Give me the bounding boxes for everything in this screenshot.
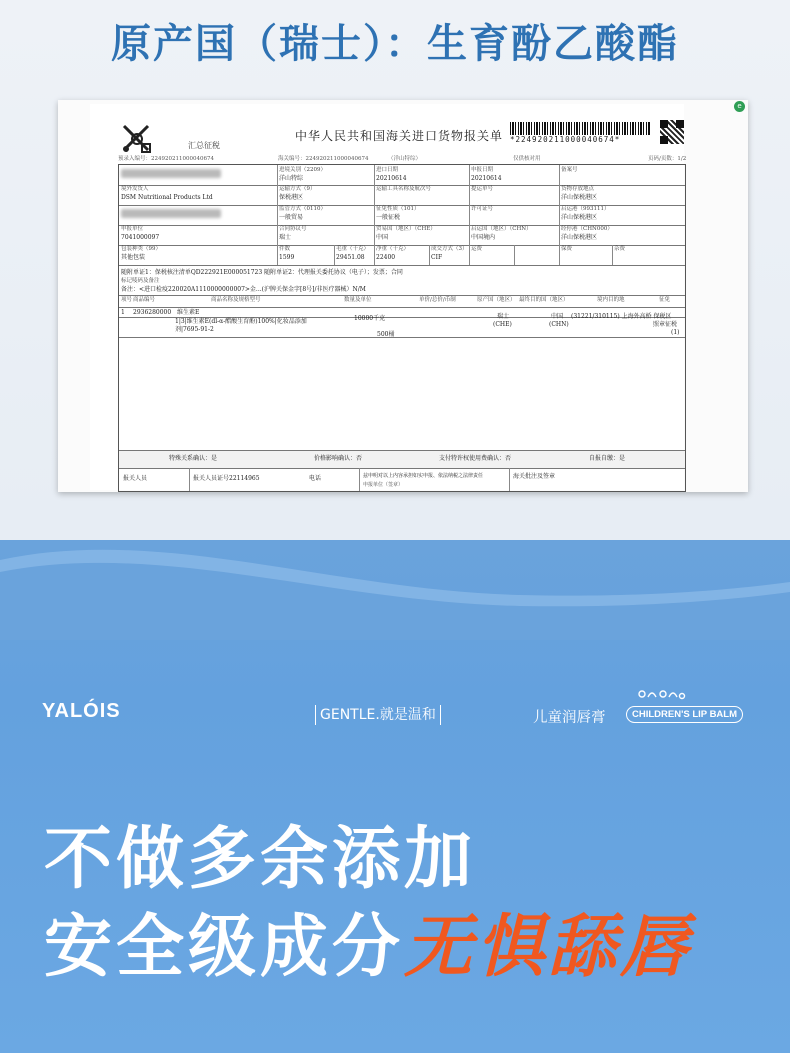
field-value-import-date: 20210614 [376,175,407,182]
declaration-grid [118,164,686,492]
field-value-declare-date: 20210614 [471,175,502,182]
goods-row-spec1: 1|3|维生素E(dl-α-醋酸生育酚)100%|化妆品添加 [175,318,307,325]
field-label-vessel: 运输工具名称及航次号 [376,186,432,192]
field-label-package: 包装种类（99） [121,246,161,252]
goods-header-exempt: 征免 [659,297,671,303]
field-value-trade-country: 中国 [376,234,389,241]
field-label-freight: 运费 [471,246,483,252]
marks-label: 标记唛码及备注 [121,278,160,284]
goods-row-code: 2936280000 [133,309,172,316]
field-value-deal-mode: CIF [431,254,443,261]
field-label-transit-port: 经停港（CHN000） [561,226,613,232]
product-name-cn: 儿童润唇膏 [533,710,606,726]
attached-documents: 随附单证1：保税核注清单QD222921E000051723 随附单证2：代理报关委托协议（电子）；发票；合同 [121,269,403,276]
field-label-record-no: 备案号 [561,167,578,173]
goods-row-origin-code: (CHE) [493,321,512,328]
sign-officer-id: 报关人员证号22114965 [193,475,260,482]
declaration-self-report: 自报自缴：是 [589,455,626,462]
goods-row-qty2: 500桶 [377,331,395,338]
field-label-origin-country: 启运国（地区）（CHN） [471,226,532,232]
slogan-line-1: 不做多余添加 [44,820,477,899]
field-label-import-date: 进口日期 [376,167,399,173]
goods-row-spec2: 剂|7695-91-2 [175,326,214,333]
field-value-origin-country: 中国境内 [471,234,496,241]
goods-header-district: 境内目的地 [597,297,625,303]
brand-logo: YALÓIS [42,700,121,722]
customs-declaration-document [90,104,687,490]
declaration-special-relation: 特殊关系确认：是 [169,455,218,462]
field-label-license: 许可证号 [471,206,494,212]
declaration-royalty: 支付特许权使用费确认：否 [439,455,512,462]
slogan-line-2-accent: 无惧舔唇 [404,908,693,987]
field-label-net-weight: 净重（千克） [376,246,410,252]
field-label-entry-office: 进境关别（2209） [279,167,326,173]
goods-row-district: (31221/310115) 上海外高桥 保税区 [571,313,672,320]
field-value-shipper: DSM Nutritional Products Ltd [121,194,213,201]
field-label-declare-date: 申报日期 [471,167,494,173]
field-label-gross-weight: 毛重（千克） [336,246,370,252]
field-label-shipper: 境外发货人 [121,186,149,192]
field-label-misc-fee: 杂费 [614,246,626,252]
page-headline: 原产国（瑞士）：生育酚乙酸酯 [111,21,679,67]
field-value-transport: 保税港区 [279,194,304,201]
edit-badge-icon[interactable]: e [734,101,745,112]
meta-office: （洋山特综） [388,156,422,162]
field-value-package: 其他包装 [121,254,146,261]
field-value-departure-port: 洋山保税港区 [561,214,598,221]
declaration-price-impact: 价格影响确认：否 [314,455,363,462]
sign-customs-remark: 海关批注及签章 [513,473,556,480]
field-value-entry-office: 洋山特综 [279,175,304,182]
goods-header-origin: 原产国（地区） [477,297,516,303]
barcode [510,122,650,135]
goods-row-no: 1 [121,309,125,316]
goods-row-qty: 10000千克 [354,315,386,322]
goods-row-name: 维生素E [177,309,200,316]
slogan-line-2 [44,893,692,990]
goods-header-qty: 数量及单位 [344,297,372,303]
meta-customs-no: 海关编号：224920211000040674 [278,156,369,162]
goods-header-code: 商品编号 [133,297,156,303]
goods-header-no: 项号 [121,297,133,303]
field-value-tax-nature: 一般征税 [376,214,401,221]
goods-row-origin: 瑞士 [497,313,510,320]
field-label-declarant: 申报单位 [121,226,144,232]
field-label-pieces: 件数 [279,246,291,252]
field-value-supervision: 一般贸易 [279,214,304,221]
field-value-storage: 洋山保税港区 [561,194,598,201]
field-label-tax-nature: 征免性质（101） [376,206,420,212]
goods-row-exempt: 照章征税 [653,321,678,328]
goods-header-name: 商品名称及规格型号 [211,297,261,303]
field-label-supervision: 监管方式（0110） [279,206,326,212]
sign-statement: 兹申明对以上内容承担如实申报、依法纳税之法律责任 [363,473,484,479]
field-label-storage: 货物存放地点 [561,186,595,192]
field-value-transit-port: 洋山保税港区 [561,234,598,241]
field-label-bill-no: 提运单号 [471,186,494,192]
wave-divider [0,520,790,640]
field-label-transport: 运输方式（9） [279,186,316,192]
lips-doodle-icon [636,685,688,703]
qr-code [660,120,684,144]
goods-header-dest: 最终目的国（地区） [519,297,569,303]
barcode-text: *224920211000040674* [510,135,621,144]
field-label-deal-mode: 成交方式（3） [431,246,468,252]
field-value-pieces: 1599 [279,254,295,261]
field-label-departure-port: 启运港（993111） [561,206,610,212]
sign-declarant-seal: 申报单位（签章） [363,482,404,488]
meta-note: 仅供核对用 [513,156,541,162]
slogan-line-2-main: 安全级成分 [44,908,405,987]
field-label-insurance: 保费 [561,246,573,252]
field-value-contract: 瑞士 [279,234,292,241]
field-value-net-weight: 22400 [376,254,396,261]
goods-row-dest: 中国 [551,313,564,320]
field-value-declarant: 7041000097 [121,234,160,241]
goods-row-dest-code: (CHN) [549,321,569,328]
field-label-trade-country: 贸易国（地区）（CHE） [376,226,436,232]
sign-phone: 电话 [309,475,322,482]
field-label-contract: 合同协议号 [279,226,307,232]
document-stamp: 汇总征税 [188,141,220,150]
customs-emblem-icon [120,122,154,156]
goods-row-exempt-code: (1) [671,329,680,336]
sign-officer: 报关人员 [123,475,148,482]
brand-tagline: GENTLE.就是温和 [315,705,441,725]
meta-page: 页码/页数：1/2 [648,156,687,162]
goods-header-price: 单价/总价/币制 [419,297,456,303]
field-value-gross-weight: 29451.08 [336,254,365,261]
marks-remarks: 备注：<进口检疫220020A1110000000007>金...(沪牌关保金字[8号]/非医疗器械）N/M [121,286,366,293]
product-name-en: CHILDREN'S LIP BALM [626,706,743,723]
meta-entry-no: 预录入编号：224920211000040674 [118,156,214,162]
document-title: 中华人民共和国海关进口货物报关单 [295,129,504,143]
